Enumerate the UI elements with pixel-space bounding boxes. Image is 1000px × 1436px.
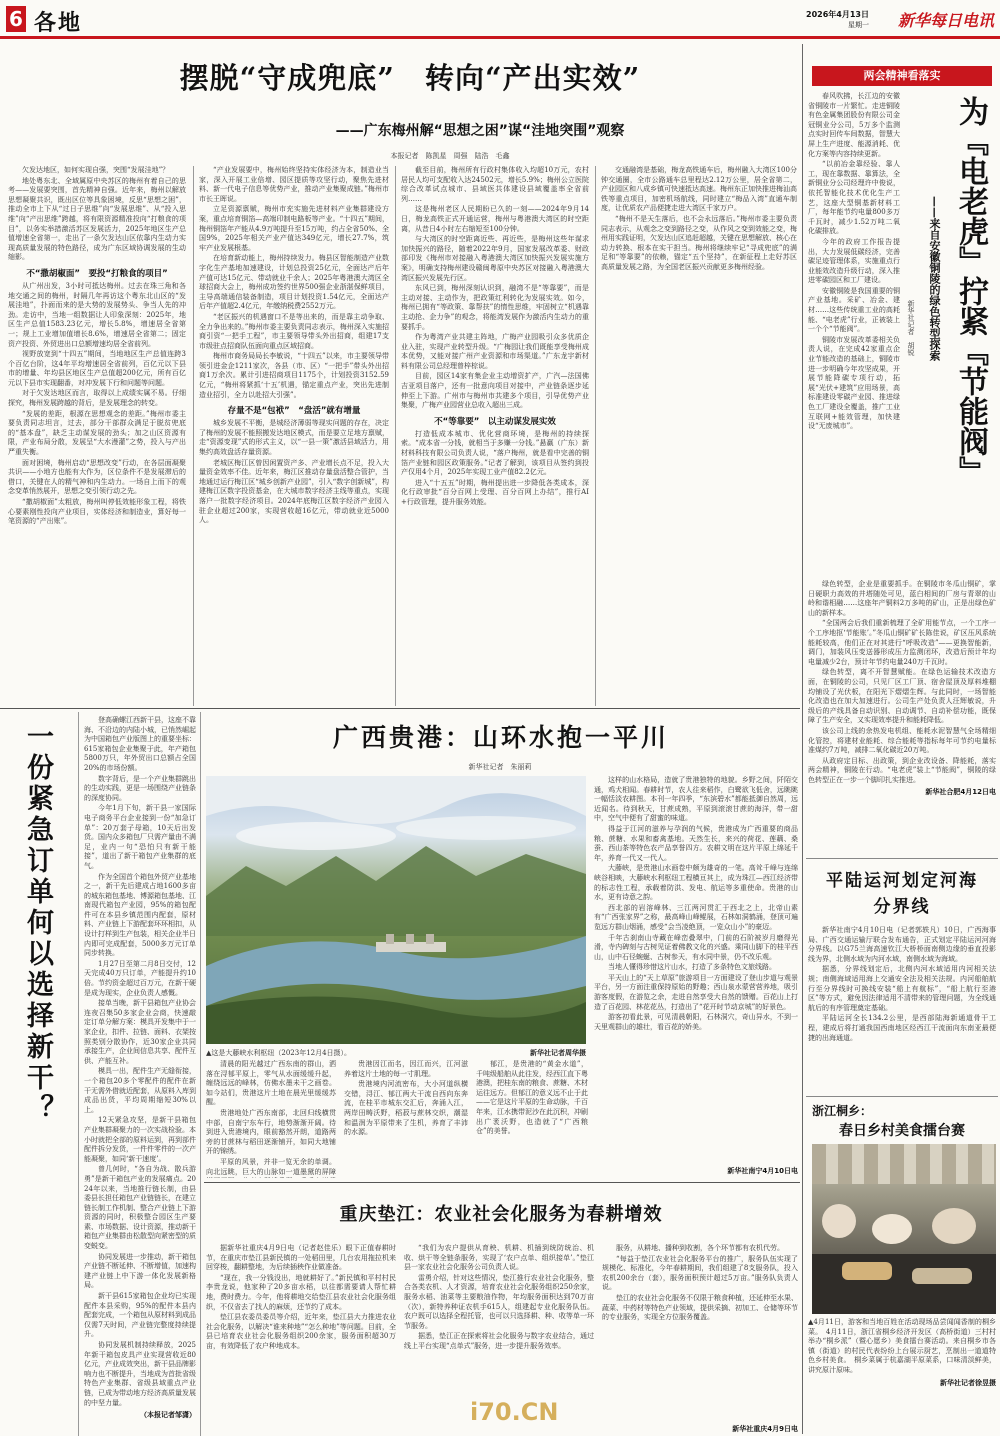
lead-column-3: 截至目前，梅州所有行政村集体收入均超10万元，农村居民人均可支配收入达24502元，增长5.9%；梅州公立医院综合改革试点城市、县域医共体建设县域覆盖率全省前列…… 这是梅州老区人民期盼已久的一刻——2024年9月14日，梅龙高铁正式开通运营，梅州与粤港澳大湾区的时空距离，从昔日4小时左右缩短至100分钟。 与大湾区的时空距离近些、再近些，是梅州这些年谋求加快振兴的路径，随着2022年9月，国家发展改革委、财政部印发《梅州市对接融入粤港澳大湾区加快振兴发展实施方案》，明确支持梅州建设赣闽粤原中央苏区对接融入粤港澳大湾区振兴发展先行区。 东风已到，梅州深刻认识到，融湾不是“等靠要”，而是主动对接、主动作为，把政策红利转化为发展实效。如今，梅州已拥有“等政策、靠帮扶”的惰性思维，牢固树立“机遇靠主动抢、企力争”的观念，将能湾发展作为激活内生动力的重要抓手。 作为粤湾产业共建主阵地，广梅产业园吸引众多优质企业入驻，实现产业转型升级。“广梅园让我们既能享受梅州成本优势，又能对接广州产业资源和市场渠道。”广东龙宇新材料有限公司总经理曾梓棕说。 目前，园区14家有集企业主动增资扩产，广汽—法国佛吉亚项目落户，还有一批意向项目对接中，产业链条逐步延伸至上下游。广州市与梅州市共建多个项目，引导优势产业集聚，广梅产业园营业总收入超出三成。 不“等靠要” 以主动谋发展实效 打造低成本城市、优化营商环境，是梅州的持续探索。“成本省一分钱，就相当于多赚一分钱。”悬赢（广东）新材料科技有限公司负责人说，“落户梅州，就是看中完善的铜箔产业链和园区政策服务。”记者了解到，该项目从签约到投产仅用4个月，2025年实现工业产值82.2亿元。 进入“十五五”时期，梅州提出进一步降低各类成本，深化行政审批“百分百网上受理、百分百网上办结”，推行AI+行政管理，提升服务效能。 (401, 166, 589, 506)
chongqing-text-col-3: 服务，从耕地、播种到收割，各个环节都有农机代劳。 “每益于垫江农业社会化服务平台的推广，服务队伍实现了规模化、标准化，今年春耕期间，我们组建了8支服务队，投入农机200余台（套），服务面积预计超过5万亩。”服务队负责人说。 垫江的农业社会化服务不仅限于粮食种植，还延伸至水果、蔬菜、中药材等特色产业领域，提供采摘、初加工、仓储等环节的专业服务，实现全方位服务覆盖。 (602, 1244, 798, 1322)
chongqing-headline: 重庆垫江：农业社会化服务为春耕增效 (339, 1204, 663, 1225)
canal-headline: 平陆运河划定河海分界线 (826, 871, 978, 917)
lead-subheadline: ——广东梅州解“思想之困”谋“洼地突围”观察 (335, 123, 625, 139)
guangxi-byline: 新华社记者 朱丽莉 (468, 763, 532, 771)
xingan-dateline: （本报记者邹潇） (140, 1411, 196, 1420)
issue-weekday: 星期一 (848, 21, 869, 29)
xingan-headline: 一份紧急订单何以选择新干？ (22, 722, 53, 1125)
guangxi-text-col-1: 清晨的阳光越过广西东南的群山，洒落在浔郁平原上，零气从水面缓缓升起，缠绕远远的峰林，仿佛水墨未干之画卷。如今站们，贵港这片土地在晨光里缓缓苏醒。 贵港地处广西东南部，北回归线横贯中部，自南宁东车行，地势渐渐开阔。待到进入贵港境内，眼前豁然开朗，道路两旁的甘蔗林与稻田逐渐铺开，如同大地铺开的锦绣。 平原的风景，并非一览无余的单调。向北远眺，巨大的山脉如一道墨黛的屏障 (206, 1060, 336, 1176)
guangxi-text-col-3: 郁江，是贵港的“黄金水道”，千吨级船舶从此往发，经西江直下粤港澳，把桂东南的粮食、蔗糖、木材运往远方。但郁江的意义远不止于此——它是这片平原的生命动脉，千百年来，江水携带泥沙在此沉积，冲刷出广袤沃野，也造就了“广西粮仓”的美誉。 (476, 1060, 588, 1136)
column-label-badge: 两会精神看落实 (812, 66, 992, 86)
guangxi-dateline: 新华社南宁4月10日电 (727, 1167, 798, 1175)
chongqing-text-col-1: 据新华社重庆4月9日电（记者赵佳乐）眼下正值春耕时节，在重庆市垫江县新民镇的一处稻田里，几台农用拖拉机来回穿梭，翻耕整地，为后续插秧作业做准备。 “现在，我一分钱没出，地就耕好了。”新民镇和平村村民李贵龙说，他家种了20多亩水稻，以往都需要请人帮忙耕地，费时费力。今年，他将耕地交给垫江县农业社会化服务组织，不仅省去了找人的麻烦，还节约了成本。 垫江县农委员委员等介绍，近年来，垫江县大力推进农业社会化服务，以解决“谁来种地”“怎么种地”等问题。目前，全县已培育农业社会化服务组织200余家，服务面积超30万亩，有效降低了农户种地成本。 (206, 1244, 396, 1350)
lead-column-1: 欠发达地区，如何实现自强，突围“发展洼地”？ 地处粤东北、全域属原中央苏区的梅州有着自己的思考——发展要突围，首先精神自强。近年来，梅州以解放思想凝聚共识，既出区位等具象困境，反思“思想之困”，推动全市上下从“过日子思维”向“发展思维”、从“投入思维”向“产出思维”跨越，将有限资源精准投向“打粮食的项目”，以务实举措激活苏区发展活力，2025年地区生产总值增速全省第一，走出了一条欠发达山区依靠内生动力实现高质量发展的特色路径，成为广东区域协调发展的生动缩影。 不“撒胡椒面” 要投“打粮食的项目” 从广州出发，3小时可抵达梅州。过去在珠三角和各地交通之间的梅州，时隔几年再访这个粤东北山区的“发展洼地”，扑面而来的是大势的发展势头、争当人先的冲劲。走访中，当地一组数据让人印象深刻：2025年，地区生产总值1583.23亿元，增长5.8%，增速居全省第一；规上工业增加值增长8.6%，增速居全省第二；固定资产投资、外贸进出口总额增速均居全省前列。 视野放宽到“十四五”期间，当地地区生产总值连跨3个百亿台阶，这4年平均增速居全省前列，百亿元以下县市的增量、年均县区地区生产总值超200亿元，所有百亿元以下县市实现翻番，对冲发展下行和问题等问题。 对于欠发达地区而言，取得以上成绩实属不易。仔细探究，梅州发展跨越的背后，是发展理念的转变。 “发展的差距，根源在思想观念的差距。”梅州市委主要负责同志坦言，过去，部分干部群众满足于脱贫兜底的“基本盘”，缺乏主动谋发展的劲头；加之山区资源有限，产业布局分散，发展呈“大水漫灌”之势，投入与产出严重失衡。 面对困境，梅州启动“思想改变”行动，在各层面凝聚共识——小地方也能有大作为，区位条件不是发展滞后的借口，关键在人的精气神和内生动力。一场自上而下的观念变革悄然展开，思想之变引领行动之先。 “撒胡椒面”太粗放，梅州叫停低效能形象工程，将铁心要素刚性投向产业项目，实体经济和制造业，算好每一笔资源的“产出账”。 (8, 166, 186, 526)
tongxiang-label: 浙江桐乡： (812, 1104, 873, 1118)
lead-subhead-3: 不“等靠要” 以主动谋发展实效 (434, 416, 556, 427)
guangxi-text-right: 这样的山水格局，造就了贵港独特的地貌。乡野之间，阡陌交通，鸡犬相闻。春耕时节，农人往来稻作，白鹭欲飞低舍，远眺眺一幅恬淡农耕图。本刊一年四季，“东滨碧水”都能抵御自然周，远近闻名。待到秋天，甘蔗成熟，平原到滚滚甘蔗的海洋，带一甜中，空气中便有了甜蜜的味道。 得益于江河的滋养与孕润的气候，贵港成为广西重要的商品粮、蔗糖、水果和畜禽基地。天然生长，来兴的荷花、莲藕、桑蚕、西山茶等特色农产品享誉四方。农耕文明在这片平原上绵延千年，养育一代又一代人。 大藤峡，是贵港山水画卷中颇为雄奇的一笔。高耸千峰与连绵峡谷相映，大藤峡水利枢纽工程横亘其上，成为珠江—西江经济带的标志性工程，承载着防洪、发电、航运等多重使命。贵港的山水，更有诗意之韵。 西北部的岩溶峰林、三江两河贯汇于西北之上，北帝山素有“广西张家界”之称，最高峰山峰鲲展，石林如洞鹤涌，登顶可遍览远方群山烟涌，感受“会当凌绝顶，一览众山小”的豪迈。 千年古刹南山寺藏在峰峦叠翠中，门前的石阶被岁月磨得光滑，寺内碑刻与古树见证着佛教文化的兴盛。乘同山脚下的桂平西山，山中石径蜿蜒、古树参天，有水同中景，仍不改乐观。 当地人懂得珍惜这片山水，打造了多条特色文旅线路。 平天山上的“天上草原”旅游项目一方面建设了登山步道与观景平台，另一方面注重保持原始的野趣；西山泉水蒙营营养地，吸引游客度假，在游览之余，走进自然享受大自然的馈赠。百花山上打造了百花园、林花花丛，打造出了“花开时节动京城”的好景色。 游客初看此景，可见清晨朝阳，石林洞穴，奇山异水，不到一天里观群山的雄壮，看百花的娇美。 (594, 776, 798, 1031)
xingan-article-text: 登高确螺江西新干县，这座不靠海、不沿边的内陆小城，已悄然崛起为中国箱包产业版图上的重要坐标：615家箱包企业集聚于此，年产箱包5800万只，年外贸出口总额占全国20%的市场份额。 数字背后，是一个产业集群跳出的生动实践，更是一场围绕产业链条的深度协同。 今年1月下旬，新干县一家国际电子商务平台企业接到一份“加急订单”：20万套子母箱，10天后出发货。国内众多箱包厂只需产量由不满足，业内一句“恐怕只有新干能接”，道出了新干箱包产业集群的底气。 作为全国首个箱包外贸产业基地之一，新干先后建成占地1600多亩的城东箱包基地、博源箱包基地、江南现代箱包产业园，95%的箱包配件可在本县乡镇范围内配套，原材料、产业链上下游配套环环相扣，从设计打样到生产包装，相关企业半日内即可完成配套，5000多万元订单同步转换。 1月27日至第二月8日交付，12天完成40万只订单，产能提升约10倍。节约资金超过百万元，在新干硬是成为现实，企业负责人感慨。 接单当晚，新干县箱包产业协会连夜召集50多家企业会商，快速敲定订单分解方案：模具开发集中于一家企业，扣件、拉链、面料、衣架按照类别分散协作，近30家企业共同承接生产，企业间信息共享、配件互供、产能互补。 模具一出，配件生产无缝衔接，一个箱包20多个零配件的配件在新干无需外借就近配套，从原料入库到成品出货，平均周期缩短30%以上。 12天紧急攻坚，是新干县箱包产业集群凝聚力的一次实战检验。本小时就把全部的原料运到，再到部件配件拆分发货，一件件零件的一次产能凝聚，如同‘新干速度’。 曾几何时，“各自为战、散兵游勇”是新干箱包产业的发展痛点。2024年以来，当地推行链长制，由县委县长担任箱包产业链链长，在建立链长制工作机制、整合产业链上下游资源的同时，积极整合园区生产要素、市场数据、设计资源，推动新干箱包产业集群由松散型向紧密型的质变蜕变。 协同发展进一步推动，新干箱包产业链不断延伸、不断增值，加速构建产业链上中下游一体化发展新格局。 新干县615家箱包企业均已实现配件本县采购，95%的配件本县内配套完成，一个箱包从原材料到成品仅需7天时间，产业链完整度持续提升。 协同发展机制持续释放，2025年新干箱包皮具产业实现营收近80亿元，产业成效突出，新干县品牌影响力也不断提升，当地成为首批省级特色产业集群、省级县域重点产业链，已成为带动地方经济高质量发展的中坚力量。 （本报记者邹潇） (84, 716, 196, 1420)
paper-logo: 新华每日电讯 (898, 11, 995, 30)
lead-headline: 摆脱“守成兜底” 转向“产出实效” (179, 61, 641, 95)
guangxi-photo-caption: ▲这是大藤峡水利枢纽（2023年12月4日摄）。 (206, 1049, 352, 1057)
guangxi-photo (206, 776, 586, 1044)
lead-column-4: 交通融湾是基础，梅龙高铁通车后，梅州融入大湾区100分钟交通圈，全市公路通车总里程达2.12万公里，居全省第二，产业园区和八成乡镇可快速抵达高速。梅州东正加快推进梅汕高铁等重点项目，加密机场航线，同时建立“梅品入湾”直通车制度，让优质农产品便捷走进大湾区千家万户。 “梅州不是天生落后，也不会永远落后。”梅州市委主要负责同志表示，从观念之变到路径之变，从作风之变到效能之变，梅州用实践证明，欠发达山区追赶超越，关键在思想解放、核心在动力转换、根本在实干担当。梅州将继续牢记“寻成兜底”的满足和“等靠要”的依赖，锚定“五个坚持”，在新征程上走好苏区高质量发展之路，为全国老区振兴贡献更多梅州经验。 (601, 166, 797, 271)
page-number-badge: 6 (6, 6, 26, 32)
tongxiang-photo-credit: 新华社记者徐昱摄 (940, 1378, 996, 1387)
lead-subhead-2: 存量不是“包袱” “盘活”就有增量 (227, 406, 361, 417)
lead-column-2: “产业发展要中，梅州始终坚持实体经济为本，制造业当家，深入开展工业倍增、园区提质等攻坚行动，聚焦先进材料、新一代电子信息等优势产业，推动产业集聚成链。”梅州市市长王晖说。 立足资源禀赋，梅州市充实施先进材料产业集群建设方案，重点培育铜箔—高端印制电路板等产业。“十四五”期间，梅州铜箔年产能从4.9万吨提升至15万吨，约占全省50%、全国9%，2025年相关产业产值达349亿元，增长27.7%，筑牢产业发展根基。 在培育新动能上，梅州持续发力。梅县区智能制造产业数字化生产基地加速建设，计划总投资25亿元，全面达产后年产值可达15亿元、带动就业千余人；2025年粤港澳大湾区全球招商大会上，梅州成功签约世界500强企业浙湛保鲜项目，主导高端通信装备制造，项目计划投资1.54亿元，全面达产后年产值超2.4亿元，年缴纳税费2552万元。 “老区振兴的机遇窗口不是等出来的，而是靠主动争取、全力争出来的。”梅州市委主要负责同志表示，梅州深入实施招商引资“一把手工程”，市主要领导带头外出招商，组建17支市级驻点招商队伍面向重点区域招商。 梅州市商务局局长李敏说，“十四五”以来，市主要领导带领引进金企1211家次，各县（市、区）“一把手”带头外出招商1万余次。累计引进招商项目1175个，计划投资3152.59亿元，“梅州将紧抓‘十五’机遇，锚定重点产业，突出先进制造业招引，全力以赴招大引强”。 存量不是“包袱” “盘活”就有增量 城乡发展不平衡，是城经济薄弱等现实问题的存在，决定了梅州的发展不能照搬发达地区模式，而是要立足地方禀赋，走“资源变现”式的形式主义，以“一县一策”激活县域活力，用集约高效盘活存量资源。 老城区梅江区曾因闲置资产多、产业增长点不足，投入大量资金效率不佳。近年来，梅江区推动存量盘活整合管护，当地通过运行梅江区“城乡创新产业园”，引入“数字创新城”，构建梅江区数字投资基金，在大城市数字经济主线等重点，实现落户一批数字经济项目。2024年底梅江区数字经济产业园入驻企业超过200家，实现营收超16亿元，带动就业近5000人。 (199, 166, 389, 525)
guangxi-text-col-2: 贵港因江而名，因江而兴，江河滋养着这片土地的每一寸肌理。 贵港境内河流密布，大小河道纵横交错，浔江、郁江两大干流自西向东奔流，在桂平市城东交汇后，奔涌入江，两岸田畴沃野，稻菽与蔗林交织，潮湿和温润为平原带来了生机，养育了丰沛的水源。 (344, 1060, 468, 1137)
issue-date: 2026年4月13日 (806, 10, 869, 19)
right-article-text-1: 春风吹拂，长江边的安徽省铜陵市一片繁忙。走进铜陵有色金属集团股份有限公司金冠铜业分公司，5万多个监测点实时回传车间数据，智慧大屏上生产进度、能源消耗、优化方案等内容持续更新。 “以前冶金靠经验、靠人工，现在靠数据、靠算法，全新铜业分公司经理许中俊说，依托智能化技术优化生产工艺，这座大型铜基新材料工厂，每年能节约电量800多万千瓦时，减少1.52万吨二氧化碳排放。 今年的政府工作报告提出，大力发展低碳经济，完善碳足迹管理体系，实施重点行业能效改造升级行动，深入推进零碳园区和工厂建设。 安徽铜陵是我国重要的铜产业基地。采矿、冶金、建材……这些传统重工业的高耗能、“电老虎”行业，正被装上一个个“节能阀”。 铜陵市发展改革委相关负责人说，在完成42家重点企业节能改造的基础上，铜陵市进一步明确今年攻坚成果，开展节能降碳专项行动，拓展“光伏+建筑”应用场景，高标准建设零碳产业园、推进绿色工厂建设全覆盖，推广工业互联网+能效管理，加快建设“无废城市”。 (808, 92, 900, 431)
chongqing-text-col-2: “我们为农户提供从育秧、机耕、机插到统防统治、机收、烘干等全链条服务，实现了‘农户点单、组织接单’。”垫江县一家农业社会化服务公司负责人说。 雷勇介绍，针对这些情况，垫江推行农业社会化服务，整合各类农机、人才资源，培育农业社会化服务组织250余家，服务水稻、油菜等主要粮油作物，年均服务面积达到70万亩（次），新特养种证农机手615人，组建起专业化服务队伍。农户既可以选择全程托管，也可以只选择耕、种、收等单一环节服务。 据悉，垫江正在探索将社会化服务与数字农业结合，通过线上平台实现“点单式”服务，进一步提升服务效率。 (404, 1244, 594, 1350)
right-article-dateline: 新华社合肥4月12日电 (925, 788, 996, 797)
canal-article-text: 新华社南宁4月10日电（记者郭轶凡）10日，广西海事局、广西交通运输厅联合发布通告，正式划定平陆运河河海分界线。以G75兰海高速钦江大桥桥面南侧边缘的垂直投影线为界，北侧水域为内河水域，南侧水域为海域。 据悉，分界线划定后，北侧内河水域适用内河相关法规；南侧海域适用海上交通安全法及相关法规。内河船舶航行至分界线时可换线安装“船上有航标”，“船上航行至港区”等方式，避免因法律适用不清带来的管理问题，为全线通航后的有序管理奠定基础。 平陆运河全长134.2公里，是西部陆海新通道骨干工程，建成后将打通我国西南地区经西江干流面向东南亚最便捷的出海通道。 (808, 926, 996, 1042)
watermark: i70.CN (470, 1398, 559, 1426)
chongqing-dateline: 新华社重庆4月9日电 (732, 1425, 798, 1433)
right-article-text-2: 绿色转型，企业是重要抓手。在铜陵市冬瓜山铜矿，掌日硬职力高效的井塔随处可见，蓝白相间的厂房与青翠的山岭和谐相融……这座年产铜料2万多吨的矿山，正是出绿色矿山的新样本。 “全国两会后我们重新梳理了全矿用能节点，一个工序一个工序地抠‘节能账’。”冬瓜山铜矿矿长陈佳说，矿区压风系统能耗较高，他们正在对其进行“呼吸改造”——更换智能新，调门，加装风压变送器形成压力监测闭环，改造后预计年均电量减少2台，预计年节约电量240万千瓦时。 绿色转型，离不开智慧赋能。在绿色运输技术改造方面，在铜陵的公司，只见厂区工厂顶、宿舍屋顶及厚料堆棚均铺设了光伏板，在阳光下熠熠生辉。与此同时，一场智能化改造也在加大加速进行。公司生产处负责人汪辉敏说，升级后的产线具备自动识别、自动调节、自动补偿功能，既保障了生产安全，又实现效率提升和能耗降低。 该公司上线的余热发电机组、能耗水泥智慧气全场精细化管控，将建材业能耗、综合能耗等指标每年可节约电量标准煤约7万吨，减排二氧化碳近20万吨。 从政府定目标、出政策，到企业改设备、降能耗，落实两会精神，铜陵在行动。“电老虎”装上“节能阀”，铜陵的绿色转型正在一步一个脚印扎实推进。 新华社合肥4月12日电 (808, 580, 996, 797)
right-article-headline: 为『电老虎』拧紧『节能阀』 (953, 96, 988, 486)
tongxiang-headline: 春日乡村美食擂台赛 (839, 1123, 965, 1139)
guangxi-headline: 广西贵港：山环水抱一平川 (332, 723, 669, 752)
right-article-subheadline: ——来自安徽铜陵的绿色转型探索 (928, 196, 941, 361)
tongxiang-caption: ▲4月11日，游客和当地百姓在活动现场品尝闻闻香制的桐乡菜。 4月11日，浙江省桐乡经济开发区（高桥街道）三村村举办“桐乡派”（暨心愿乡）美食擂台赛活动。来自桐乡市各镇（街道）的村民代表纷纷上台展示厨艺，烹制出一道道特色乡村美食。 桐乡菜属于杭嘉湖平原菜系，口味清淡鲜美，讲究原汁原味。 新华社记者徐昱摄 (808, 1318, 996, 1387)
lead-byline: 本报记者 陈凯星 周强 陆浩 毛鑫 (390, 152, 510, 160)
guangxi-photo-credit: 新华社记者周华摄 (530, 1049, 586, 1057)
tongxiang-photo (812, 1144, 996, 1314)
lead-subhead-1: 不“撒胡椒面” 要投“打粮食的项目” (26, 268, 168, 279)
right-article-byline: 新华社记者 胡锐 (907, 300, 915, 356)
section-title: 各地 (34, 11, 83, 36)
